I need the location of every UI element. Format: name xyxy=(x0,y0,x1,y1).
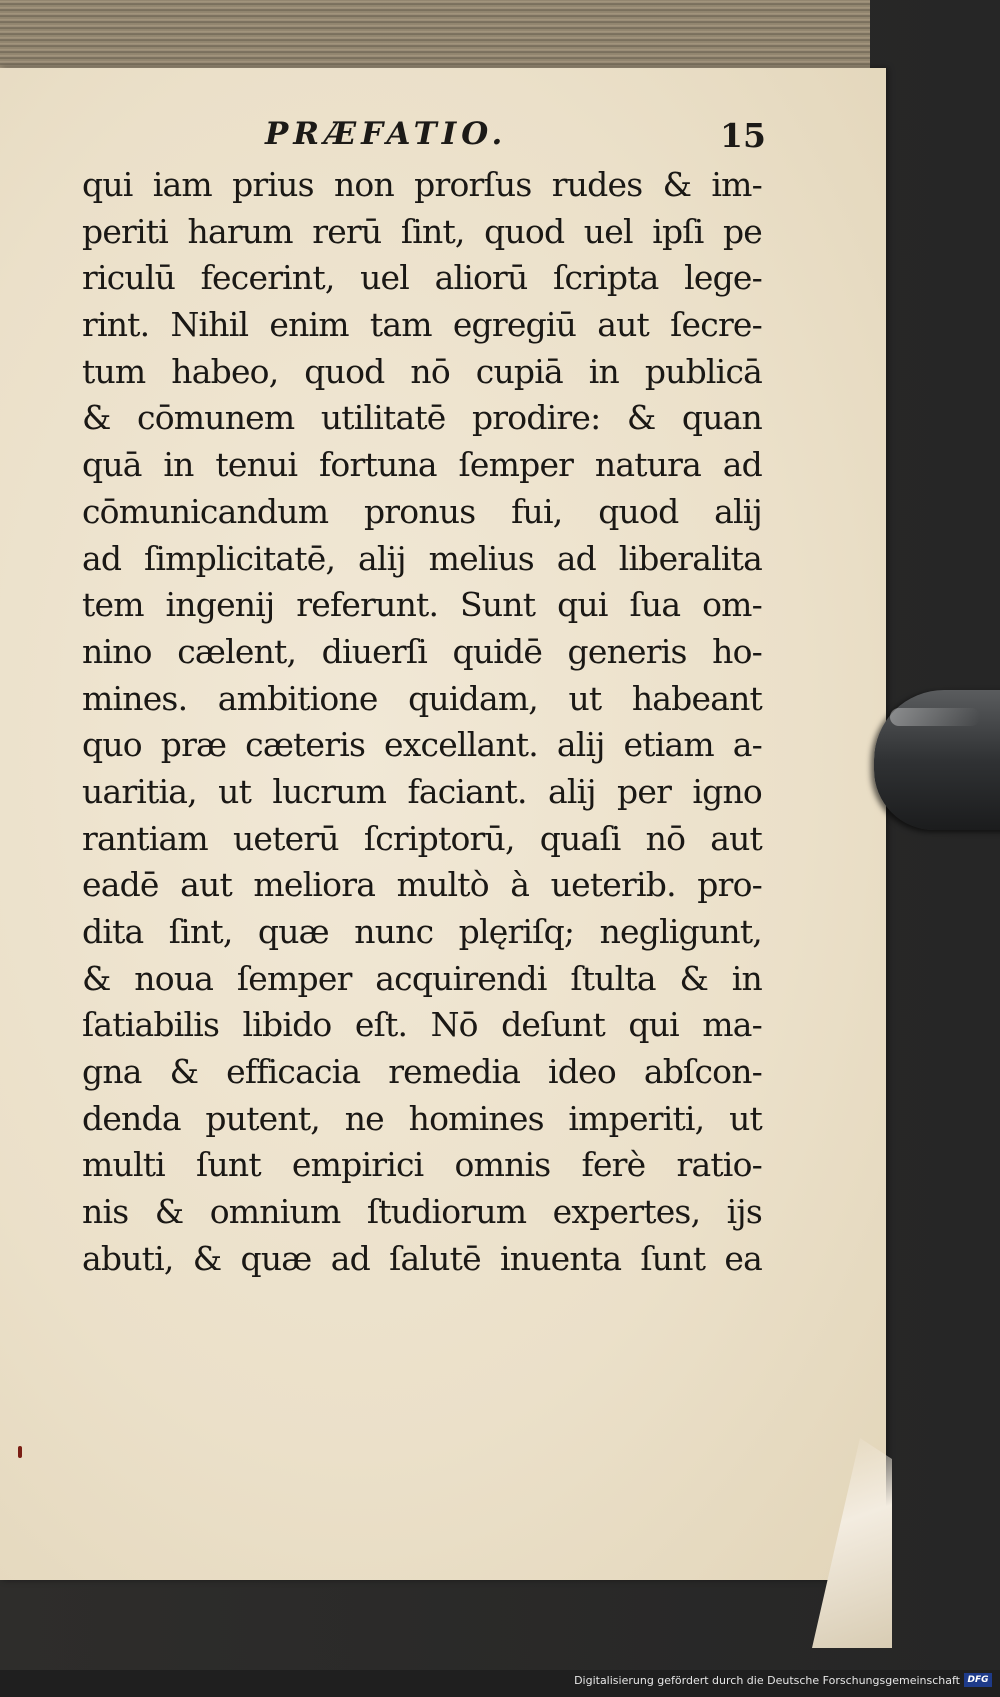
text-line: & cōmunem utilitatē prodire: & quan xyxy=(82,398,762,438)
text-line: dita ſint, quæ nunc plęriſq; negligunt, xyxy=(82,912,762,951)
running-title: PRÆFATIO. xyxy=(265,116,508,152)
dfg-logo: DFG xyxy=(964,1673,992,1687)
text-line: tem ingenij referunt. Sunt qui ſua om- xyxy=(82,585,762,625)
page-stack-edges xyxy=(0,0,870,78)
text-line: rantiam ueterū ſcriptorū, quaſi nō aut xyxy=(82,818,762,858)
page-header xyxy=(60,112,770,162)
text-line: ad ſimplicitatē, alij melius ad liberalita xyxy=(82,538,762,578)
folio-number: 15 xyxy=(720,116,766,155)
text-line: gna & efficacia remedia ideo abſcon- xyxy=(82,1052,762,1092)
text-line: uaritia, ut lucrum faciant. alij per igno xyxy=(82,771,762,811)
text-line: denda putent, ne homines imperiti, ut xyxy=(82,1098,762,1138)
text-line: abuti, & quæ ad ſalutē inuenta ſunt ea xyxy=(82,1238,762,1278)
text-line: riculū fecerint, uel aliorū ſcripta lege- xyxy=(82,258,762,298)
text-line: mines. ambitione quidam, ut habeant xyxy=(82,678,762,718)
page-corner-wear xyxy=(812,1438,892,1648)
text-line: multi ſunt empirici omnis ferè ratio- xyxy=(82,1145,762,1185)
text-line: ſatiabilis libido eſt. Nō deſunt qui ma- xyxy=(82,1005,762,1045)
digitization-credit: Digitalisierung gefördert durch die Deutsche Forschungsgemeinschaft xyxy=(574,1674,960,1687)
body-text xyxy=(82,162,762,1283)
text-line: eadē aut meliora multò à ueterib. pro- xyxy=(82,865,762,905)
text-line: periti harum rerū ſint, quod uel ipſi pe xyxy=(82,211,762,251)
text-line: nino cælent, diuerſi quidē generis ho- xyxy=(82,631,762,671)
text-line: & noua ſemper acquirendi ſtulta & in xyxy=(82,958,762,998)
text-line: cōmunicandum pronus fui, quod alij xyxy=(82,491,762,531)
text-line: quo præ cæteris excellant. alij etiam a- xyxy=(82,725,762,765)
text-line: quā in tenui fortuna ſemper natura ad xyxy=(82,445,762,485)
text-line: tum habeo, quod nō cupiā in publicā xyxy=(82,351,762,391)
text-line: rint. Nihil enim tam egregiū aut ſecre- xyxy=(82,305,762,345)
text-line: qui iam prius non prorſus rudes & im- xyxy=(82,165,762,204)
text-line: nis & omnium ſtudiorum expertes, ijs xyxy=(82,1192,762,1232)
book-clamp-highlight xyxy=(890,708,980,726)
ink-speck xyxy=(18,1446,22,1458)
